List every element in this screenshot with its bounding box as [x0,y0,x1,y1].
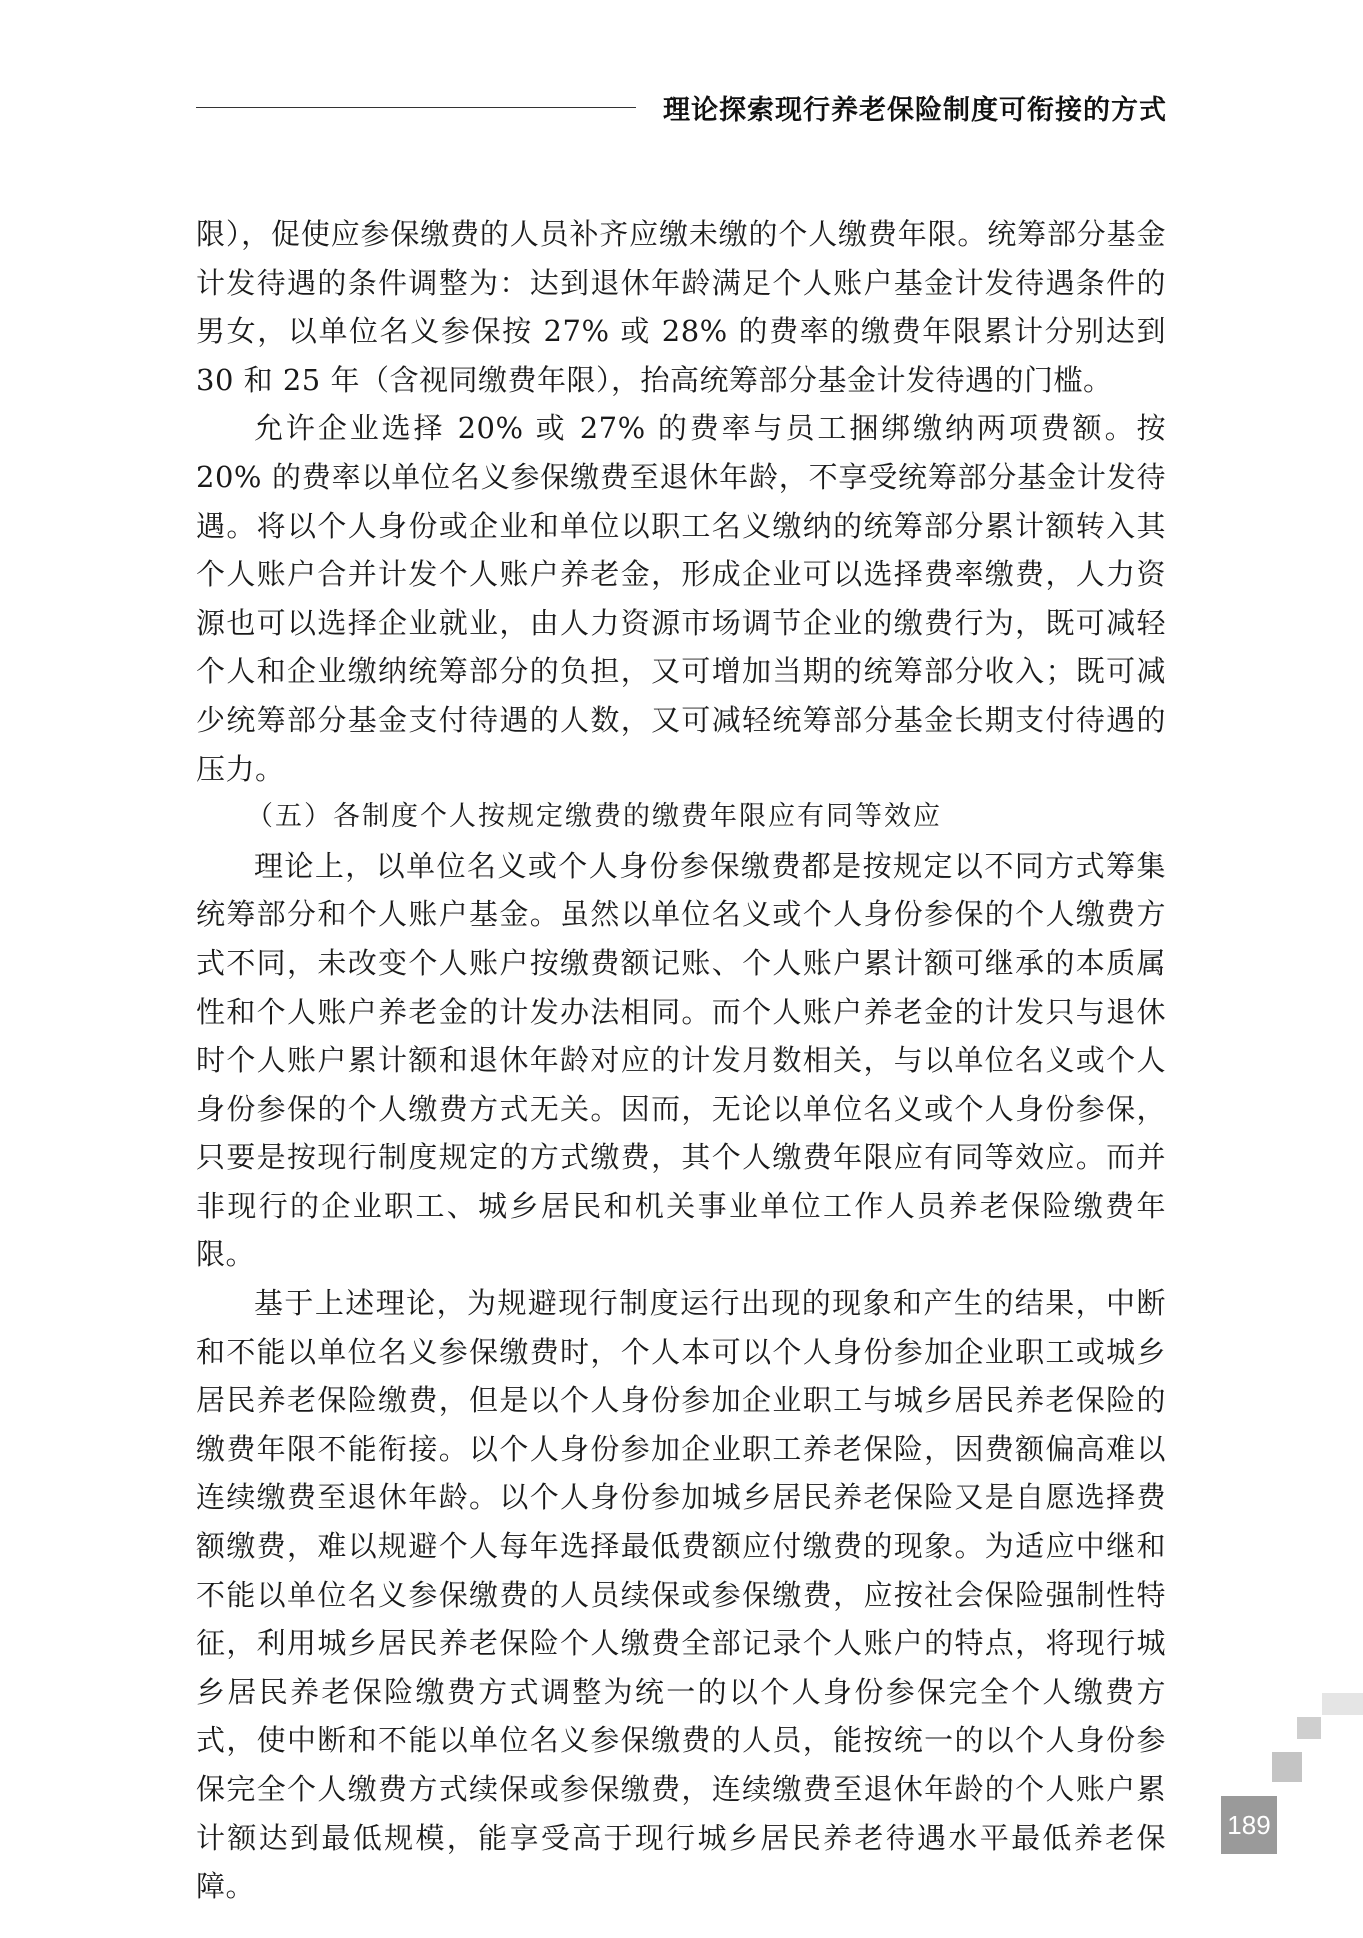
section-heading: （五）各制度个人按规定缴费的缴费年限应有同等效应 [246,801,942,833]
decorative-square [1297,1717,1321,1739]
page-number: 189 [1227,1809,1271,1840]
body-text [196,210,1166,1911]
paragraph-continuation: 限），促使应参保缴费的人员补齐应缴未缴的个人缴费年限。统筹部分基金计发待遇的条件调整为：达到退休年龄满足个人账户基金计发待遇条件的男女，以单位名义参保按 27% 或 28% 的费率的缴费年限累计分别达到 30 和 25 年（含视同缴费年限），抬高统筹部分基金计发待遇的门槛。 [196,217,1166,397]
running-header-title: 理论探索现行养老保险制度可衔接的方式 [663,95,1167,126]
paragraph-proposal: 基于上述理论，为规避现行制度运行出现的现象和产生的结果，中断和不能以单位名义参保缴费时，个人本可以个人身份参加企业职工或城乡居民养老保险缴费，但是以个人身份参加企业职工与城乡居民养老保险的缴费年限不能衔接。以个人身份参加企业职工养老保险，因费额偏高难以连续缴费至退休年龄。以个人身份参加城乡居民养老保险又是自愿选择费额缴费，难以规避个人每年选择最低费额应付缴费的现象。为适应中继和不能以单位名义参保缴费的人员续保或参保缴费，应按社会保险强制性特征，利用城乡居民养老保险个人缴费全部记录个人账户的特点，将现行城乡居民养老保险缴费方式调整为统一的以个人身份参保完全个人缴费方式，使中断和不能以单位名义参保缴费的人员，能按统一的以个人身份参保完全个人缴费方式续保或参保缴费，连续缴费至退休年龄的个人账户累计额达到最低规模，能享受高于现行城乡居民养老待遇水平最低养老保障。 [196,1286,1166,1904]
decorative-square [1322,1693,1363,1715]
paragraph-enterprise-rate-choice: 允许企业选择 20% 或 27% 的费率与员工捆绑缴纳两项费额。按 20% 的费率以单位名义参保缴费至退休年龄，不享受统筹部分基金计发待遇。将以个人身份或企业和单位以职工名义缴纳的统筹部分累计额转入其个人账户合并计发个人账户养老金，形成企业可以选择费率缴费，人力资源也可以选择企业就业，由人力资源市场调节企业的缴费行为，既可减轻个人和企业缴纳统筹部分的负担，又可增加当期的统筹部分收入；既可减少统筹部分基金支付待遇的人数，又可减轻统筹部分基金长期支付待遇的压力。 [196,411,1166,786]
decorative-square [1272,1752,1302,1782]
paragraph-theory: 理论上，以单位名义或个人身份参保缴费都是按规定以不同方式筹集统筹部分和个人账户基金。虽然以单位名义或个人身份参保的个人缴费方式不同，未改变个人账户按缴费额记账、个人账户累计额可继承的本质属性和个人账户养老金的计发办法相同。而个人账户养老金的计发只与退休时个人账户累计额和退休年龄对应的计发月数相关，与以单位名义或个人身份参保的个人缴费方式无关。因而，无论以单位名义或个人身份参保，只要是按现行制度规定的方式缴费，其个人缴费年限应有同等效应。而并非现行的企业职工、城乡居民和机关事业单位工作人员养老保险缴费年限。 [196,848,1166,1272]
page-number-box [1221,1796,1277,1854]
header-rule [196,107,636,108]
